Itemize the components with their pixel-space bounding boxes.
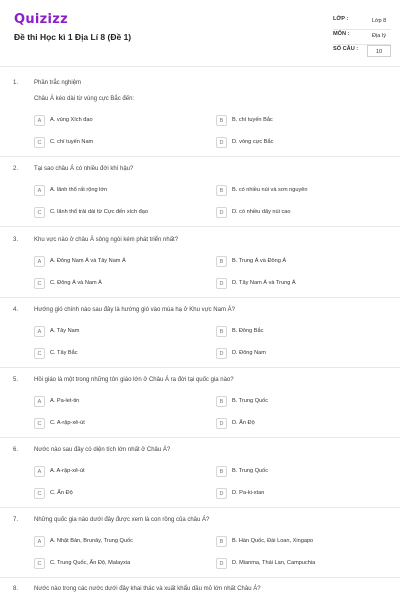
option-c[interactable] [34, 137, 204, 150]
meta-grade-value: Lớp 8 [371, 18, 387, 24]
meta-count [333, 46, 391, 58]
option-letter-box[interactable]: C [34, 278, 45, 289]
quiz-title: Đề thi Học kì 1 Địa Lí 8 (Đề 1) [14, 32, 132, 42]
question-text: Hướng gió chính nào sau đây là hướng gió vào mùa hạ ở Khu vực Nam Á? [34, 307, 235, 313]
option-text: C. Trung Quốc, Ấn Độ, Malayxia [50, 560, 131, 566]
option-d[interactable] [216, 418, 386, 431]
question-text: Nước nào sau đây có diện tích lớn nhất ở Châu Á? [34, 447, 171, 453]
quiz-header [0, 0, 400, 64]
option-letter-box[interactable]: B [216, 466, 227, 477]
option-text: A. vùng Xích đạo [50, 117, 93, 123]
question-number: 1. [13, 80, 19, 86]
option-a[interactable] [34, 185, 204, 198]
meta-grade-label: LỚP : [333, 16, 349, 22]
option-c[interactable] [34, 488, 204, 501]
option-text: B. chí tuyến Bắc [232, 117, 273, 123]
option-letter-box[interactable]: B [216, 256, 227, 267]
option-b[interactable] [216, 115, 386, 128]
meta-count-label: SỐ CÂU : [333, 46, 359, 52]
quizizz-logo[interactable]: Quizizz [14, 12, 69, 27]
question-text: Tại sao châu Á có nhiều đới khí hậu? [34, 166, 134, 172]
option-c[interactable] [34, 207, 204, 220]
question-text: Những quốc gia nào dưới đây được xem là con rồng của châu Á? [34, 517, 210, 523]
question-number: 3. [13, 237, 19, 243]
option-letter-box[interactable]: C [34, 418, 45, 429]
option-b[interactable] [216, 256, 386, 269]
option-b[interactable] [216, 326, 386, 339]
option-letter-box[interactable]: C [34, 488, 45, 499]
option-letter-box[interactable]: B [216, 536, 227, 547]
option-text: A. A-rập-xê-út [50, 468, 85, 474]
option-text: D. Ấn Độ [232, 420, 255, 426]
question-subtext: Châu Á kéo dài từ vùng cực Bắc đến: [34, 96, 135, 102]
option-text: B. có nhiều núi và sơn nguyên [232, 187, 308, 193]
question-text: Hồi giáo là một trong những tôn giáo lớn ở Châu Á ra đời tại quốc gia nào? [34, 377, 234, 383]
option-b[interactable] [216, 396, 386, 409]
option-text: C. Ấn Độ [50, 490, 73, 496]
option-letter-box[interactable]: D [216, 207, 227, 218]
question-divider [0, 297, 400, 298]
question-divider [0, 367, 400, 368]
question-number: 2. [13, 166, 19, 172]
option-d[interactable] [216, 137, 386, 150]
option-text: D. Tây Nam Á và Trung Á [232, 280, 296, 286]
option-text: C. Đông Á và Nam Á [50, 280, 102, 286]
option-letter-box[interactable]: B [216, 185, 227, 196]
option-text: C. lãnh thổ trải dài từ Cực đến xích đạo [50, 209, 148, 215]
option-letter-box[interactable]: A [34, 536, 45, 547]
option-text: B. Đông Bắc [232, 328, 264, 334]
option-text: B. Hàn Quốc, Đài Loan, Xingapo [232, 538, 314, 544]
option-letter-box[interactable]: C [34, 348, 45, 359]
option-letter-box[interactable]: D [216, 278, 227, 289]
option-letter-box[interactable]: B [216, 115, 227, 126]
question-number: 7. [13, 517, 19, 523]
option-text: D. có nhiều dãy núi cao [232, 209, 291, 215]
question-divider [0, 577, 400, 578]
option-letter-box[interactable]: D [216, 348, 227, 359]
meta-subject-label: MÔN : [333, 31, 350, 37]
option-text: A. Tây Nam [50, 328, 80, 334]
meta-subject [333, 31, 391, 43]
meta-count-value: 10 [367, 45, 391, 57]
question-text: Nước nào trong các nước dưới đây khai thác và xuất khẩu dầu mỏ lớn nhất Châu Á? [34, 586, 261, 592]
option-letter-box[interactable]: D [216, 418, 227, 429]
option-text: A. Pa-let-tin [50, 398, 80, 404]
option-letter-box[interactable]: C [34, 207, 45, 218]
option-text: A. Đông Nam Á và Tây Nam Á [50, 258, 126, 264]
option-letter-box[interactable]: C [34, 137, 45, 148]
option-text: C. A-rập-xê-út [50, 420, 85, 426]
option-a[interactable] [34, 256, 204, 269]
option-letter-box[interactable]: A [34, 326, 45, 337]
option-text: C. chí tuyến Nam [50, 139, 94, 145]
option-letter-box[interactable]: B [216, 326, 227, 337]
option-text: D. vòng cực Bắc [232, 139, 274, 145]
option-letter-box[interactable]: A [34, 396, 45, 407]
option-letter-box[interactable]: D [216, 558, 227, 569]
option-a[interactable] [34, 536, 204, 549]
option-b[interactable] [216, 466, 386, 479]
option-c[interactable] [34, 418, 204, 431]
option-letter-box[interactable]: A [34, 256, 45, 267]
option-d[interactable] [216, 348, 386, 361]
option-d[interactable] [216, 278, 386, 291]
question-divider [0, 226, 400, 227]
option-letter-box[interactable]: D [216, 488, 227, 499]
option-a[interactable] [34, 466, 204, 479]
header-divider [0, 66, 400, 67]
option-letter-box[interactable]: A [34, 185, 45, 196]
option-d[interactable] [216, 207, 386, 220]
meta-grade [333, 16, 391, 28]
option-d[interactable] [216, 488, 386, 501]
option-text: A. Nhật Bản, Brunây, Trung Quốc [50, 538, 133, 544]
option-text: B. Trung Quốc [232, 468, 269, 474]
option-c[interactable] [34, 348, 204, 361]
option-letter-box[interactable]: D [216, 137, 227, 148]
option-a[interactable] [34, 115, 204, 128]
option-b[interactable] [216, 536, 386, 549]
option-c[interactable] [34, 558, 204, 571]
option-a[interactable] [34, 326, 204, 339]
option-text: D. Mianma, Thái Lan, Campuchia [232, 560, 316, 566]
option-text: D. Pa-ki-xtan [232, 490, 265, 496]
option-text: B. Trung Á và Đông Á [232, 258, 287, 264]
option-text: C. Tây Bắc [50, 350, 78, 356]
option-a[interactable] [34, 396, 204, 409]
question-number: 5. [13, 377, 19, 383]
question-text: Khu vực nào ở châu Á sông ngòi kém phát triển nhất? [34, 237, 179, 243]
option-letter-box[interactable]: C [34, 558, 45, 569]
question-number: 6. [13, 447, 19, 453]
option-text: D. Đông Nam [232, 350, 266, 356]
question-number: 4. [13, 307, 19, 313]
question-divider [0, 156, 400, 157]
question-text: Phần trắc nghiệm [34, 80, 82, 86]
option-letter-box[interactable]: B [216, 396, 227, 407]
option-letter-box[interactable]: A [34, 115, 45, 126]
option-b[interactable] [216, 185, 386, 198]
option-letter-box[interactable]: A [34, 466, 45, 477]
option-d[interactable] [216, 558, 386, 571]
question-number: 8. [13, 586, 19, 592]
option-text: B. Trung Quốc [232, 398, 269, 404]
meta-subject-value: Địa lý [372, 33, 386, 39]
question-divider [0, 437, 400, 438]
option-text: A. lãnh thổ rất rộng lớn [50, 187, 108, 193]
question-divider [0, 507, 400, 508]
option-c[interactable] [34, 278, 204, 291]
